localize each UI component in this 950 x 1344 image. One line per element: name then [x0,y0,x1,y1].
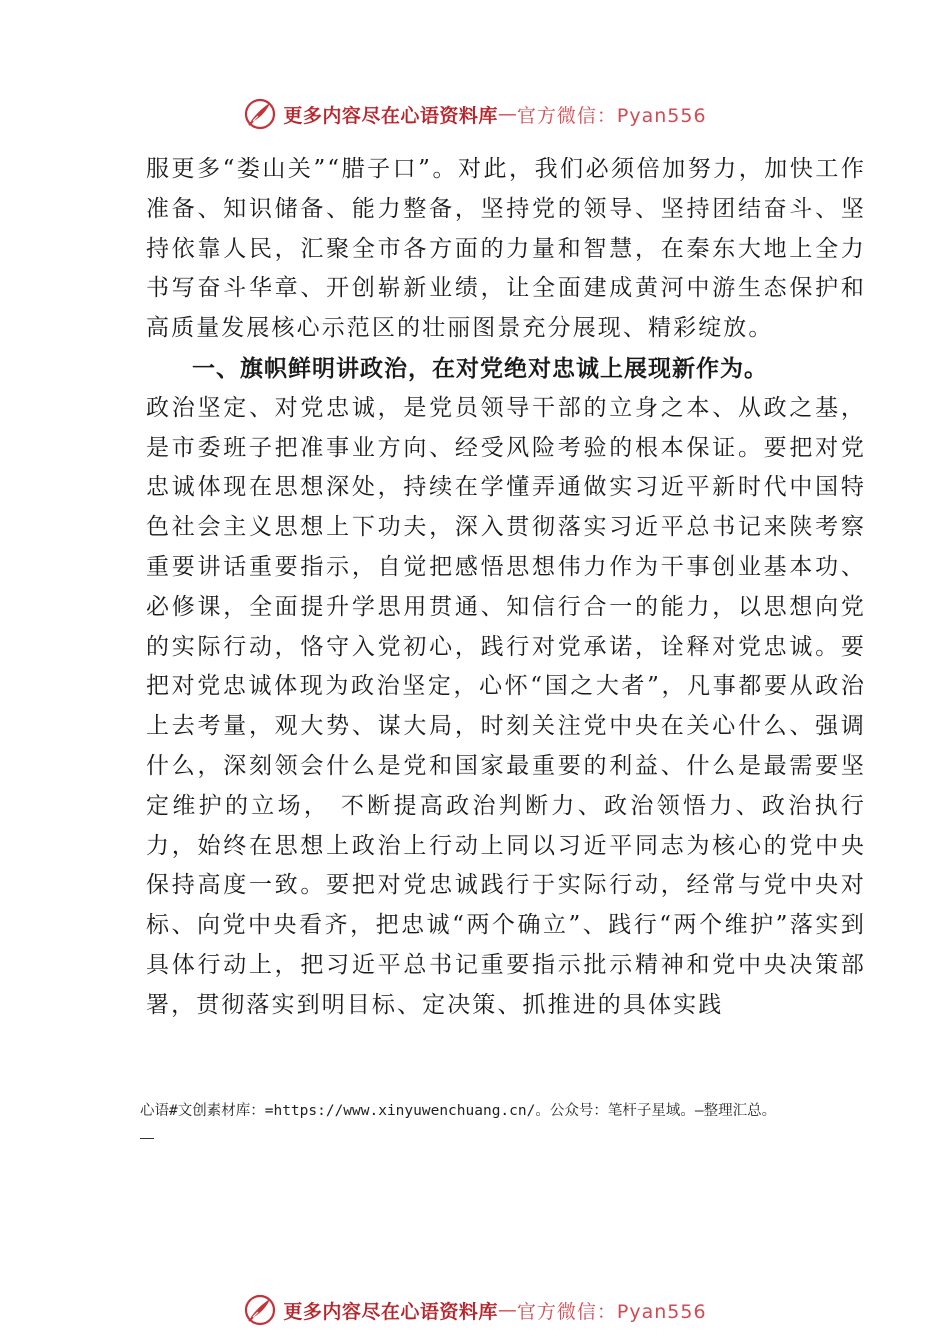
watermark-brand: 更多内容尽在心语资料库 [283,1300,498,1323]
footnote-rule [140,1138,154,1139]
watermark-contact: 官方微信：Pyan556 [516,104,707,127]
feather-pen-logo-icon [243,97,277,131]
intro-paragraph: 服更多“娄山关”“腊子口”。对此，我们必须倍加努力，加快工作准备、知识储备、能力整备，坚持党的领导、坚持团结奋斗、坚持依靠人民，汇聚全市各方面的力量和智慧，在秦东大地上全力书写奋斗华章、开创崭新业绩，让全面建成黄河中游生态保护和高质量发展核心示范区的壮丽图景充分展现、精彩绽放。 [146,156,866,342]
section-heading: 一、旗帜鲜明讲政治，在对党绝对忠诚上展现新作为。 [192,354,768,382]
watermark-separator: — [497,103,517,125]
feather-pen-logo-icon [243,1293,277,1327]
source-footnote: 心语#文创素材库：=https://www.xinyuwenchuang.cn/。公众号：笔杆子星域。—整理汇总。 [140,1103,777,1119]
header-watermark [0,94,950,134]
watermark-contact: 官方微信：Pyan556 [516,1300,707,1323]
watermark-brand: 更多内容尽在心语资料库 [283,104,498,127]
footer-watermark [0,1290,950,1330]
document-body [146,150,866,1026]
section-paragraph: 政治坚定、对党忠诚，是党员领导干部的立身之本、从政之基，是市委班子把准事业方向、经受风险考验的根本保证。要把对党忠诚体现在思想深处，持续在学懂弄通做实习近平新时代中国特色社会主义思想上下功夫，深入贯彻落实习近平总书记来陕考察重要讲话重要指示，自觉把感悟思想伟力作为干事创业基本功、必修课，全面提升学思用贯通、知信行合一的能力，以思想向党的实际行动，恪守入党初心，践行对党承诺，诠释对党忠诚。要把对党忠诚体现为政治坚定，心怀“国之大者”，凡事都要从政治上去考量，观大势、谋大局，时刻关注党中央在关心什么、强调什么，深刻领会什么是党和国家最重要的利益、什么是最需要坚定维护的立场， 不断提高政治判断力、政治领悟力、政治执行力，始终在思想上政治上行动上同以习近平同志为核心的党中央保持高度一致。要把对党忠诚践行于实际行动，经常与党中央对标、向党中央看齐，把忠诚“两个确立”、践行“两个维护”落实到具体行动上，把习近平总书记重要指示批示精神和党中央决策部署，贯彻落实到明目标、定决策、抓推进的具体实践 [146,394,866,1018]
watermark-separator: — [497,1299,517,1321]
